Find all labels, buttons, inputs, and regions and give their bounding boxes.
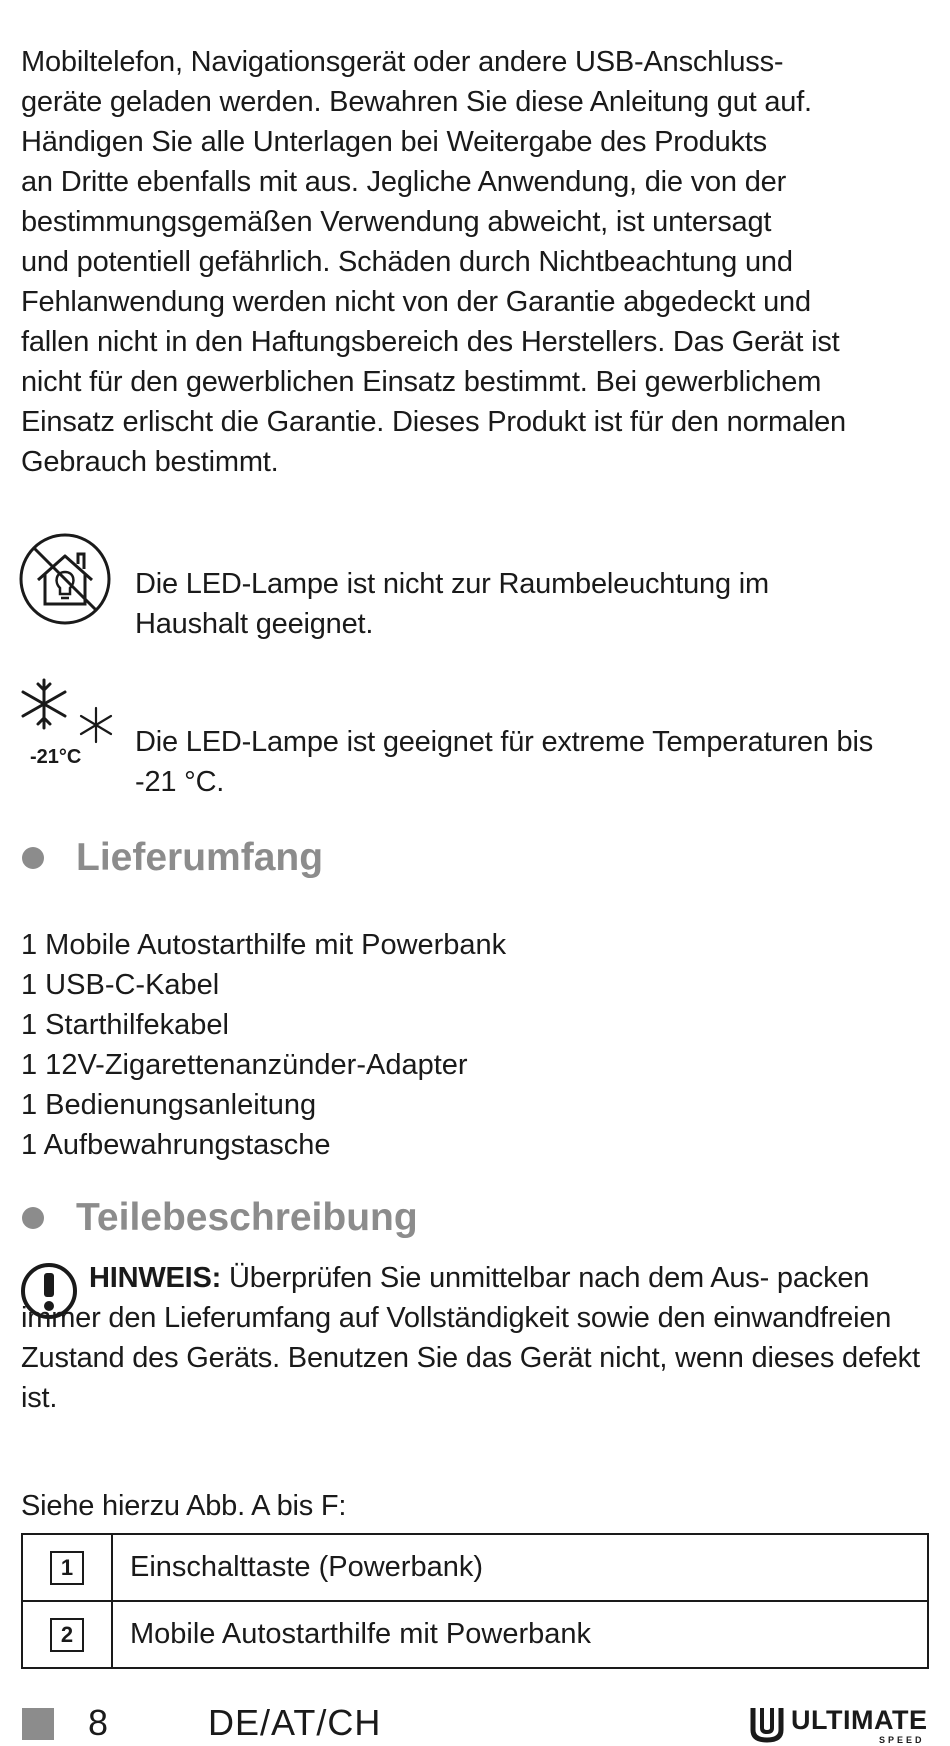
part-number: 1: [50, 1551, 84, 1585]
list-item: 1 USB-C-Kabel: [21, 969, 220, 1001]
scope-of-delivery-list: [21, 925, 506, 1165]
intro-line: bestimmungsgemäßen Verwendung abweicht, ist untersagt: [21, 206, 772, 238]
temperature-notice: [18, 676, 118, 772]
intro-line: geräte geladen werden. Bewahren Sie diese Anleitung gut auf.: [21, 86, 812, 118]
heading-title: Teilebeschreibung: [76, 1196, 418, 1239]
country-codes: DE/AT/CH: [208, 1702, 382, 1743]
household-notice-line: Die LED-Lampe ist nicht zur Raumbeleuchtung im: [135, 568, 769, 600]
hinweis-text: Überprüfen Sie unmittelbar nach dem Aus- packen immer den Lieferumfang auf Vollständigkeit sowie den einwandfreien Zustand des Geräts. Benutzen Sie das Gerät nicht, wenn dieses defekt ist.: [21, 1262, 920, 1414]
heading-title: Lieferumfang: [76, 836, 324, 879]
part-label: Einschalttaste (Powerbank): [112, 1534, 928, 1601]
section-heading-teilebeschreibung: [22, 1196, 418, 1240]
household-notice-text: [135, 564, 769, 644]
intro-line: fallen nicht in den Haftungsbereich des Herstellers. Das Gerät ist: [21, 326, 840, 358]
parts-table: [21, 1533, 929, 1669]
intro-line: an Dritte ebenfalls mit aus. Jegliche Anwendung, die von der: [21, 166, 787, 198]
part-label: Mobile Autostarthilfe mit Powerbank: [112, 1601, 928, 1668]
list-item: 1 Mobile Autostarthilfe mit Powerbank: [21, 929, 507, 961]
temperature-label: -21°C: [30, 746, 82, 768]
section-heading-lieferumfang: [22, 836, 323, 880]
figure-reference: Siehe hierzu Abb. A bis F:: [21, 1490, 347, 1522]
part-number-cell: [22, 1534, 112, 1601]
temperature-notice-text: [135, 722, 873, 802]
hinweis-paragraph: [21, 1258, 931, 1418]
intro-line: Einsatz erlischt die Garantie. Dieses Produkt ist für den normalen: [21, 406, 846, 438]
intro-line: Mobiltelefon, Navigationsgerät oder andere USB-Anschluss-: [21, 46, 784, 78]
heading-bullet: [22, 847, 44, 869]
page-footer: [0, 1700, 950, 1746]
household-notice: [18, 532, 112, 631]
intro-line: und potentiell gefährlich. Schäden durch Nichtbeachtung und: [21, 246, 793, 278]
table-row: [22, 1601, 928, 1668]
temperature-notice-line: -21 °C.: [135, 766, 225, 798]
part-number-cell: [22, 1601, 112, 1668]
list-item: 1 12V-Zigarettenanzünder-Adapter: [21, 1049, 468, 1081]
intro-line: Fehlanwendung werden nicht von der Garantie abgedeckt und: [21, 286, 811, 318]
intro-paragraph: [21, 42, 921, 482]
heading-bullet: [22, 1207, 44, 1229]
brand-logo: [749, 1702, 934, 1746]
temperature-notice-line: Die LED-Lampe ist geeignet für extreme Temperaturen bis: [135, 726, 874, 758]
no-household-lighting-icon: [18, 532, 112, 626]
table-row: [22, 1534, 928, 1601]
list-item: 1 Bedienungsanleitung: [21, 1089, 317, 1121]
snowflake-icon: [18, 676, 118, 746]
list-item: 1 Starthilfekabel: [21, 1009, 229, 1041]
intro-line: nicht für den gewerblichen Einsatz bestimmt. Bei gewerblichem: [21, 366, 822, 398]
list-item: 1 Aufbewahrungstasche: [21, 1129, 331, 1161]
intro-line: Händigen Sie alle Unterlagen bei Weitergabe des Produkts: [21, 126, 767, 158]
brand-subtitle: SPEED: [879, 1735, 925, 1745]
footer-marker: [22, 1708, 54, 1740]
brand-logo-icon: [749, 1704, 785, 1744]
brand-name: ULTIMATE: [791, 1705, 928, 1735]
intro-line: Gebrauch bestimmt.: [21, 446, 279, 478]
page-number: 8: [88, 1702, 109, 1743]
household-notice-line: Haushalt geeignet.: [135, 608, 374, 640]
hinweis-label: HINWEIS:: [89, 1262, 222, 1294]
part-number: 2: [50, 1618, 84, 1652]
